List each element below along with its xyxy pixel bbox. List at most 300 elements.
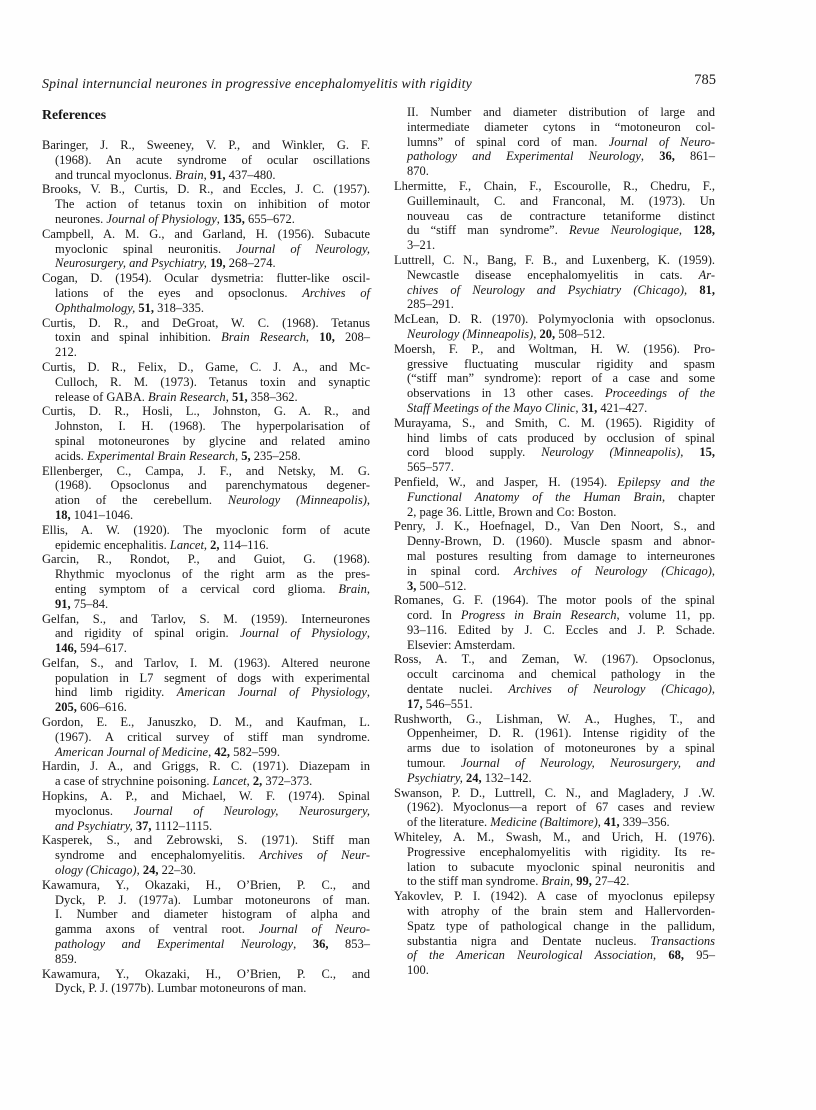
- reference-text-segment: 1112–1115.: [151, 818, 213, 833]
- reference-line: [394, 564, 715, 579]
- reference-line: [394, 105, 715, 120]
- reference-text-segment: ,: [225, 389, 232, 404]
- reference-line: [42, 390, 370, 405]
- reference-text-segment: Spatz type of pathological change in the pallidum,: [407, 918, 715, 933]
- reference-text-segment: 20,: [539, 326, 556, 341]
- reference-line: [394, 460, 715, 475]
- reference-text-segment: ,: [305, 330, 320, 345]
- reference-text-segment: neurones.: [55, 211, 107, 226]
- reference-text-segment: 372–373.: [262, 774, 313, 789]
- reference-entry: [42, 464, 370, 523]
- reference-line: [42, 922, 370, 937]
- reference-text-segment: in spinal cord.: [407, 563, 514, 578]
- reference-text-segment: myoclonus.: [55, 803, 134, 818]
- reference-text-segment: Johnston, I. H. (1968). The hyperpolarisation of: [55, 419, 370, 434]
- reference-text-segment: 285–291.: [407, 297, 454, 312]
- reference-line: [42, 626, 370, 641]
- reference-line: [42, 478, 370, 493]
- reference-text-segment: Neurosurgery, and Psychiatry,: [55, 256, 210, 271]
- reference-text-segment: Gelfan, S., and Tarlov, S. M. (1959). Interneurones: [42, 611, 370, 626]
- reference-entry: [394, 475, 715, 519]
- reference-line: [42, 493, 370, 508]
- reference-entry: [42, 656, 370, 715]
- reference-text-segment: Kawamura, Y., Okazaki, H., O’Brien, P. C., and: [42, 966, 370, 981]
- reference-line: [394, 697, 715, 712]
- reference-line: [394, 638, 715, 653]
- reference-line: [394, 445, 715, 460]
- reference-line: [394, 579, 715, 594]
- reference-line: [42, 182, 370, 197]
- reference-text-segment: Lancet: [169, 537, 204, 552]
- reference-text-segment: 870.: [407, 164, 429, 179]
- reference-text-segment: Ellis, A. W. (1920). The myoclonic form of acute: [42, 522, 370, 537]
- reference-text-segment: 318–335.: [153, 300, 204, 315]
- reference-text-segment: Journal of Physiology: [106, 211, 217, 226]
- reference-line: [42, 271, 370, 286]
- reference-text-segment: Rushworth, G., Lishman, W. A., Hughes, T., and: [394, 711, 715, 726]
- reference-text-segment: American Journal of Medicine: [55, 744, 209, 759]
- reference-text-segment: 132–142.: [481, 770, 532, 785]
- reference-line: [394, 652, 715, 667]
- reference-line: [42, 375, 370, 390]
- reference-text-segment: Gelfan, S., and Tarlov, I. M. (1963). Altered neurone: [42, 655, 370, 670]
- reference-text-segment: 582–599.: [229, 744, 280, 759]
- reference-text-segment: du “stiff man syndrome”.: [407, 223, 569, 238]
- reference-text-segment: lumns” of spinal cord of man.: [407, 134, 609, 149]
- reference-text-segment: 19,: [209, 256, 226, 271]
- reference-entry: [42, 759, 370, 789]
- reference-entry: [42, 271, 370, 315]
- reference-line: [42, 952, 370, 967]
- reference-text-segment: Guilleminault, C. and Franconal, M. (1973). Un: [407, 193, 715, 208]
- reference-entry: [394, 179, 715, 253]
- reference-line: [394, 889, 715, 904]
- reference-line: [42, 745, 370, 760]
- reference-text-segment: Lancet: [212, 774, 247, 789]
- reference-line: [394, 253, 715, 268]
- reference-line: [394, 268, 715, 283]
- reference-text-segment: 2,: [210, 537, 220, 552]
- reference-line: [394, 904, 715, 919]
- reference-text-segment: and Psychiatry,: [55, 818, 136, 833]
- reference-text-segment: ,: [208, 744, 215, 759]
- reference-line: [42, 567, 370, 582]
- reference-line: [394, 135, 715, 150]
- reference-text-segment: 235–258.: [250, 448, 301, 463]
- reference-text-segment: Hardin, J. A., and Griggs, R. C. (1971). Diazepam in: [42, 759, 370, 774]
- reference-text-segment: 2, page 36. Little, Brown and Co: Boston.: [407, 504, 617, 519]
- reference-text-segment: Ophthalmology,: [55, 300, 139, 315]
- reference-text-segment: , chapter: [661, 489, 715, 504]
- reference-text-segment: pathology and Experimental Neurology: [407, 149, 641, 164]
- reference-line: [394, 342, 715, 357]
- reference-line: [394, 357, 715, 372]
- reference-line: [394, 682, 715, 697]
- reference-text-segment: 1041–1046.: [70, 507, 134, 522]
- reference-text-segment: 358–362.: [247, 389, 298, 404]
- reference-line: [394, 475, 715, 490]
- reference-text-segment: 114–116.: [219, 537, 269, 552]
- reference-line: [394, 786, 715, 801]
- reference-text-segment: Yakovlev, P. I. (1942). A case of myoclonus epilepsy: [394, 889, 715, 904]
- reference-text-segment: 91,: [209, 167, 226, 182]
- reference-text-segment: population in L7 segment of dogs with experimental: [55, 670, 370, 685]
- reference-entry: [42, 138, 370, 182]
- reference-text-segment: 339–356.: [619, 815, 670, 830]
- reference-line: [42, 612, 370, 627]
- reference-line: [394, 312, 715, 327]
- reference-text-segment: 22–30.: [158, 863, 196, 878]
- reference-line: [42, 138, 370, 153]
- reference-entry: [42, 789, 370, 833]
- reference-line: [42, 286, 370, 301]
- reference-line: [42, 641, 370, 656]
- reference-text-segment: The action of tetanus toxin on inhibition of motor: [55, 197, 370, 212]
- reference-entry: [394, 416, 715, 475]
- reference-text-segment: ation of the cerebellum.: [55, 493, 228, 508]
- reference-text-segment: Brooks, V. B., Curtis, D. R., and Eccles, J. C. (1957).: [42, 182, 370, 197]
- reference-text-segment: ,: [680, 445, 700, 460]
- reference-text-segment: Swanson, P. D., Luttrell, C. N., and Magladery, J .W.: [394, 785, 715, 800]
- reference-text-segment: ,: [293, 937, 313, 952]
- reference-entry: [394, 889, 715, 978]
- reference-text-segment: 17,: [407, 696, 423, 711]
- reference-text-segment: 421–427.: [597, 400, 648, 415]
- reference-text-segment: Neurology (Minneapolis): [227, 493, 367, 508]
- reference-line: [42, 301, 370, 316]
- reference-line: [42, 212, 370, 227]
- reference-text-segment: 91,: [55, 596, 71, 611]
- reference-text-segment: 859.: [55, 951, 77, 966]
- reference-line: [42, 848, 370, 863]
- reference-line: [42, 804, 370, 819]
- reference-text-segment: 546–551.: [422, 696, 473, 711]
- reference-text-segment: Baringer, J. R., Sweeney, V. P., and Winkler, G. F.: [42, 138, 370, 152]
- reference-line: [394, 490, 715, 505]
- reference-text-segment: Penry, J. K., Hoefnagel, D., Van Den Noort, S., and: [394, 519, 715, 534]
- reference-text-segment: ,: [366, 626, 371, 641]
- reference-line: [394, 283, 715, 298]
- reference-text-segment: hind limb rigidity.: [55, 685, 177, 700]
- reference-text-segment: 861–: [674, 149, 715, 164]
- reference-line: [42, 685, 370, 700]
- reference-line: [42, 316, 370, 331]
- reference-text-segment: 565–577.: [407, 460, 454, 475]
- reference-line: [42, 833, 370, 848]
- reference-text-segment: Rhythmic myoclonus of the right arm as the pres-: [55, 567, 370, 582]
- reference-line: [42, 434, 370, 449]
- reference-entry: [42, 404, 370, 463]
- reference-text-segment: ,: [711, 563, 715, 578]
- reference-text-segment: 100.: [407, 963, 429, 978]
- reference-text-segment: Ellenberger, C., Campa, J. F., and Netsky, M. G.: [42, 463, 370, 478]
- reference-line: [394, 194, 715, 209]
- reference-entry: [394, 312, 715, 342]
- reference-line: [42, 700, 370, 715]
- reference-text-segment: toxin and spinal inhibition.: [55, 330, 222, 345]
- reference-line: [42, 508, 370, 523]
- reference-text-segment: Lhermitte, F., Chain, F., Escourolle, R., Chedru, F.,: [394, 178, 715, 193]
- reference-line: [42, 582, 370, 597]
- reference-text-segment: Curtis, D. R., Felix, D., Game, C. J. A., and Mc-: [42, 359, 370, 374]
- reference-line: [42, 464, 370, 479]
- reference-entry: [42, 552, 370, 611]
- reference-line: [394, 519, 715, 534]
- reference-line: [394, 919, 715, 934]
- reference-text-segment: chives of Neurology and Psychiatry (Chicago),: [407, 282, 700, 297]
- reference-text-segment: ,: [711, 682, 716, 697]
- reference-entry: [42, 878, 370, 967]
- reference-text-segment: Archives of Neurology (Chicago): [508, 682, 712, 697]
- reference-line: [42, 774, 370, 789]
- reference-text-segment: ,: [235, 448, 242, 463]
- reference-text-segment: Denny-Brown, D. (1960). Muscle spasm and abnor-: [407, 534, 715, 549]
- reference-line: [394, 149, 715, 164]
- reference-text-segment: 437–480.: [225, 167, 276, 182]
- reference-line: [42, 715, 370, 730]
- reference-text-segment: epidemic encephalitis.: [55, 537, 170, 552]
- reference-entry: [42, 833, 370, 877]
- reference-text-segment: Journal of Physiology: [239, 626, 367, 641]
- reference-text-segment: Kawamura, Y., Okazaki, H., O’Brien, P. C., and: [42, 877, 370, 892]
- reference-text-segment: Gordon, E. E., Januszko, D. M., and Kaufman, L.: [42, 715, 370, 730]
- reference-text-segment: Archives of Neur-: [259, 848, 370, 863]
- reference-line: [394, 401, 715, 416]
- reference-line: [394, 505, 715, 520]
- reference-text-segment: 500–512.: [416, 578, 467, 593]
- reference-line: [394, 238, 715, 253]
- reference-text-segment: 205,: [55, 700, 77, 715]
- reference-text-segment: 37,: [135, 818, 152, 833]
- reference-line: [394, 416, 715, 431]
- reference-entry: [394, 105, 715, 179]
- reference-line: [394, 800, 715, 815]
- reference-entry: [42, 523, 370, 553]
- reference-text-segment: 93–116. Edited by J. C. Eccles and J. P. Schade.: [407, 622, 715, 637]
- reference-text-segment: ,: [569, 874, 577, 889]
- reference-text-segment: ,: [575, 400, 582, 415]
- reference-text-segment: cord blood supply.: [407, 445, 542, 460]
- reference-text-segment: I. Number and diameter histogram of alpha and: [55, 907, 370, 922]
- reference-text-segment: (1968). An acute syndrome of ocular oscillations: [55, 152, 370, 167]
- reference-text-segment: Penfield, W., and Jasper, H. (1954).: [394, 474, 618, 489]
- reference-text-segment: a case of strychnine poisoning.: [55, 774, 213, 789]
- reference-text-segment: Archives of: [302, 285, 370, 300]
- reference-text-segment: Culloch, R. M. (1973). Tetanus toxin and synaptic: [55, 374, 370, 389]
- reference-text-segment: 75–84.: [70, 596, 109, 611]
- reference-entry: [42, 316, 370, 360]
- page-number: 785: [694, 72, 716, 88]
- reference-text-segment: acids.: [55, 448, 87, 463]
- reference-entry: [42, 967, 370, 997]
- reference-line: [42, 168, 370, 183]
- reference-text-segment: 31,: [581, 400, 598, 415]
- reference-line: [394, 860, 715, 875]
- reference-text-segment: myoclonic spinal neuronitis.: [55, 241, 237, 256]
- reference-text-segment: ,: [246, 774, 253, 789]
- reference-text-segment: Murayama, S., and Smith, C. M. (1965). Rigidity of: [394, 415, 715, 430]
- reference-text-segment: Brain: [175, 167, 204, 182]
- reference-line: [42, 153, 370, 168]
- reference-text-segment: (1968). Opsoclonus and parenchymatous degener-: [55, 478, 370, 493]
- reference-text-segment: ,: [216, 211, 224, 226]
- reference-line: [394, 934, 715, 949]
- reference-text-segment: 36,: [659, 149, 675, 164]
- reference-text-segment: 212.: [55, 345, 77, 360]
- reference-text-segment: 2,: [252, 774, 263, 789]
- reference-text-segment: 36,: [312, 937, 329, 952]
- reference-text-segment: dentate nuclei.: [407, 682, 509, 697]
- reference-text-segment: Experimental Brain Research: [86, 448, 236, 463]
- reference-text-segment: Staff Meetings of the Mayo Clinic: [407, 400, 576, 415]
- reference-text-segment: nouveau cas de contracture tetaniforme distinct: [407, 208, 715, 223]
- reference-text-segment: gamma axons of ventral root.: [55, 922, 259, 937]
- reference-text-segment: Brain: [338, 581, 367, 596]
- reference-text-segment: Journal of Neuro-: [608, 134, 716, 149]
- reference-entry: [394, 519, 715, 593]
- reference-text-segment: Revue Neurologique: [568, 223, 679, 238]
- reference-text-segment: mal postures resulting from damage to interneurones: [407, 548, 715, 563]
- reference-line: [394, 726, 715, 741]
- reference-text-segment: American Journal of Physiology: [176, 685, 367, 700]
- reference-entry: [394, 593, 715, 652]
- reference-text-segment: 51,: [138, 300, 154, 315]
- reference-text-segment: Progress in Brain Research: [460, 608, 617, 623]
- reference-text-segment: lations of the eyes and opsoclonus.: [55, 285, 303, 300]
- reference-text-segment: 18,: [55, 507, 71, 522]
- reference-line: [394, 297, 715, 312]
- reference-text-segment: Proceedings of the: [605, 386, 715, 401]
- reference-text-segment: ,: [652, 948, 669, 963]
- reference-text-segment: hind limbs of cats produced by occlusion of spinal: [407, 430, 715, 445]
- reference-line: [394, 874, 715, 889]
- reference-text-segment: (1962). Myoclonus—a report of 67 cases and review: [407, 800, 715, 815]
- reference-text-segment: Oppenheimer, D. R. (1961). Intense rigidity of the: [407, 726, 715, 741]
- reference-text-segment: Journal of Neurology, Neurosurgery,: [133, 803, 370, 818]
- reference-text-segment: Luttrell, C. N., Bang, F. B., and Luxenberg, K. (1959).: [394, 252, 715, 267]
- reference-line: [42, 538, 370, 553]
- reference-entry: [42, 715, 370, 759]
- reference-text-segment: McLean, D. R. (1970). Polymyoclonia with opsoclonus.: [394, 312, 715, 327]
- reference-line: [394, 948, 715, 963]
- reference-text-segment: Brain: [541, 874, 570, 889]
- reference-text-segment: Ar-: [698, 267, 715, 282]
- reference-text-segment: gressive fluctuating muscular rigidity and spasm: [407, 356, 715, 371]
- reference-text-segment: 5,: [241, 448, 251, 463]
- reference-entry: [42, 360, 370, 404]
- reference-line: [394, 608, 715, 623]
- reference-line: [394, 534, 715, 549]
- reference-entry: [394, 652, 715, 711]
- reference-line: [42, 597, 370, 612]
- reference-entry: [42, 227, 370, 271]
- reference-text-segment: Kasperek, S., and Zebrowski, S. (1971). Stiff man: [42, 833, 370, 848]
- reference-text-segment: Functional Anatomy of the Human Brain: [407, 489, 662, 504]
- reference-line: [42, 345, 370, 360]
- references-column-left: [42, 138, 370, 996]
- references-heading: References: [42, 107, 107, 122]
- reference-text-segment: 27–42.: [591, 874, 630, 889]
- reference-text-segment: Elsevier: Amsterdam.: [407, 637, 516, 652]
- reference-text-segment: 594–617.: [76, 641, 127, 656]
- reference-text-segment: 146,: [55, 641, 77, 656]
- reference-text-segment: Brain Research: [148, 389, 226, 404]
- reference-text-segment: of the literature.: [407, 815, 491, 830]
- reference-text-segment: Journal of Neurology,: [236, 241, 370, 256]
- reference-line: [42, 730, 370, 745]
- reference-line: [42, 759, 370, 774]
- reference-text-segment: Brain Research: [221, 330, 306, 345]
- reference-text-segment: with atrophy of the brain stem and Hallervorden-: [407, 904, 715, 919]
- reference-text-segment: 606–616.: [76, 700, 127, 715]
- reference-entry: [394, 253, 715, 312]
- reference-text-segment: Psychiatry,: [407, 770, 467, 785]
- reference-text-segment: ,: [203, 167, 210, 182]
- reference-line: [42, 552, 370, 567]
- reference-text-segment: 68,: [668, 948, 684, 963]
- reference-text-segment: ,: [597, 815, 605, 830]
- reference-text-segment: ,: [366, 493, 370, 508]
- reference-text-segment: Curtis, D. R., Hosli, L., Johnston, G. A. R., and: [42, 404, 370, 419]
- reference-text-segment: Ross, A. T., and Zeman, W. (1967). Opsoclonus,: [394, 652, 715, 667]
- reference-line: [394, 845, 715, 860]
- reference-text-segment: 208–: [334, 330, 371, 345]
- reference-text-segment: 51,: [231, 389, 248, 404]
- reference-entry: [42, 182, 370, 226]
- reference-text-segment: 3–21.: [407, 238, 436, 253]
- reference-line: [42, 863, 370, 878]
- reference-text-segment: Hopkins, A. P., and Michael, W. F. (1974). Spinal: [42, 789, 370, 804]
- reference-text-segment: Newcastle disease encephalomyelitis in cats.: [407, 267, 699, 282]
- reference-text-segment: ology (Chicago),: [55, 863, 143, 878]
- reference-line: [42, 819, 370, 834]
- reference-line: [42, 981, 370, 996]
- reference-text-segment: ,: [366, 685, 371, 700]
- reference-text-segment: ,: [640, 149, 660, 164]
- reference-line: [394, 593, 715, 608]
- reference-line: [42, 419, 370, 434]
- reference-text-segment: Journal of Neuro-: [258, 922, 370, 937]
- reference-text-segment: (1967). A critical survey of stiff man syndrome.: [55, 729, 370, 744]
- reference-line: [42, 449, 370, 464]
- reference-text-segment: syndrome and encephalomyelitis.: [55, 848, 260, 863]
- reference-text-segment: arms due to isolation of motoneurones by a spinal: [407, 741, 715, 756]
- reference-line: [394, 741, 715, 756]
- reference-line: [42, 656, 370, 671]
- reference-text-segment: lation to subacute myoclonic spinal neuronitis and: [407, 859, 715, 874]
- reference-line: [394, 120, 715, 135]
- reference-line: [42, 197, 370, 212]
- reference-text-segment: pathology and Experimental Neurology: [55, 937, 294, 952]
- reference-text-segment: (“stiff man” syndrome): report of a case and some: [407, 371, 715, 386]
- reference-text-segment: Epilepsy and the: [617, 474, 715, 489]
- reference-text-segment: occult carcinoma and chemical pathology in the: [407, 667, 715, 682]
- reference-text-segment: Romanes, G. F. (1964). The motor pools of the spinal: [394, 593, 715, 608]
- reference-line: [42, 256, 370, 271]
- reference-text-segment: Garcin, R., Rondot, P., and Guiot, G. (1968).: [42, 552, 370, 567]
- reference-text-segment: Whiteley, A. M., Swash, M., and Urich, H. (1976).: [394, 830, 715, 845]
- reference-text-segment: ,: [203, 537, 211, 552]
- reference-text-segment: Progressive encephalomyelitis with rigidity. Its re-: [407, 844, 715, 859]
- reference-text-segment: intermediate diameter cytons in “motoneuron col-: [407, 119, 715, 134]
- reference-line: [42, 937, 370, 952]
- reference-text-segment: 508–512.: [555, 326, 606, 341]
- reference-entry: [394, 786, 715, 830]
- reference-text-segment: 268–274.: [225, 256, 276, 271]
- reference-text-segment: Moersh, F. P., and Woltman, H. W. (1956). Pro-: [394, 341, 715, 356]
- reference-text-segment: to the stiff man syndrome.: [407, 874, 542, 889]
- reference-line: [42, 878, 370, 893]
